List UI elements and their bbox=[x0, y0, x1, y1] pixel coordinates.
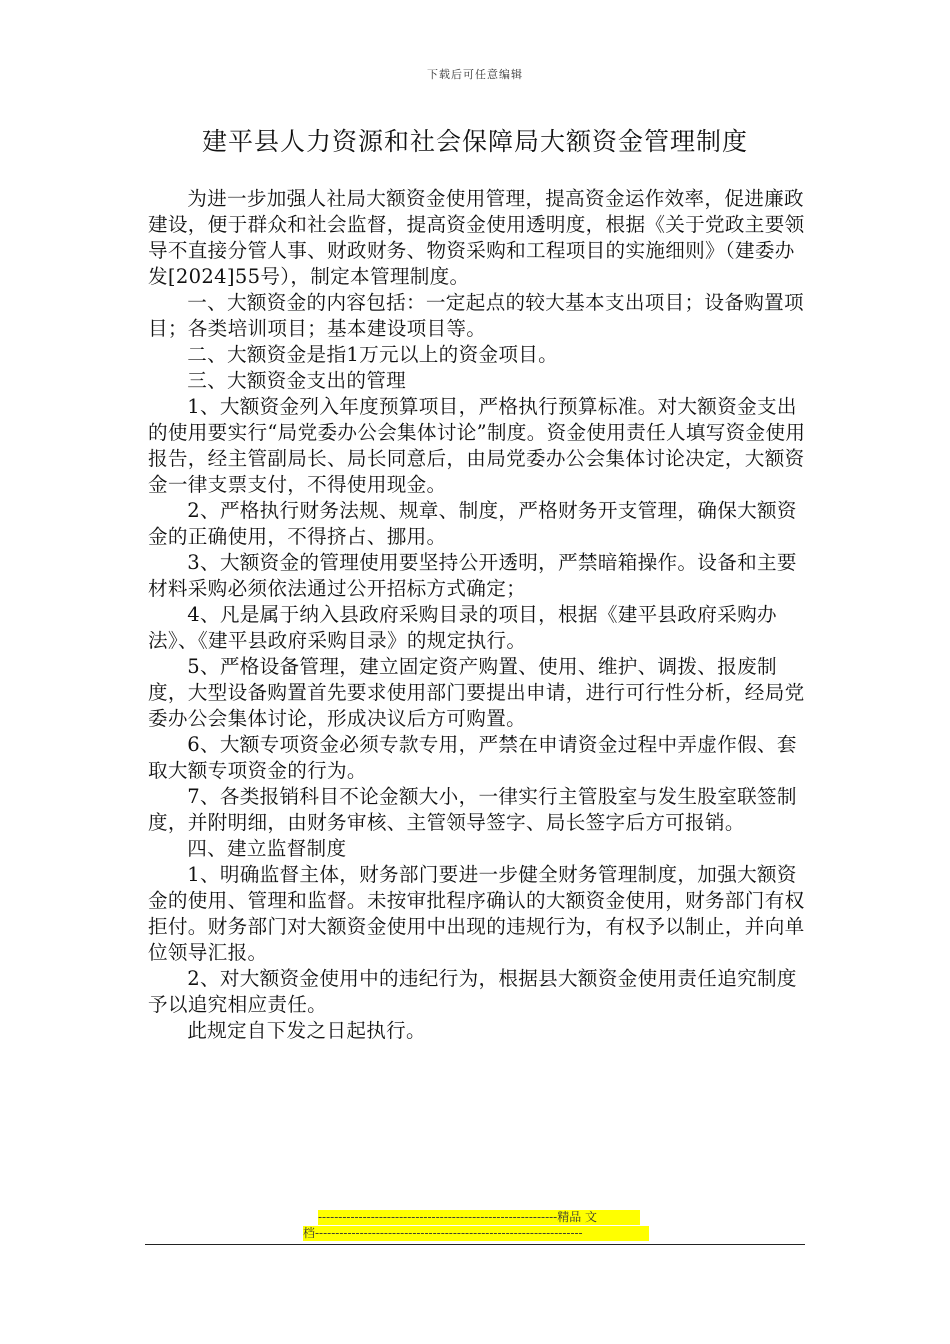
paragraph-intro: 为进一步加强人社局大额资金使用管理，提高资金运作效率，促进廉政建设，便于群众和社会监督，提高资金使用透明度，根据《关于党政主要领导不直接分管人事、财政财务、物资采购和工程项目的实施细则》（建委办发[2024]55号），制定本管理制度。 bbox=[148, 187, 805, 288]
paragraph-item: 2、严格执行财务法规、规章、制度，严格财务开支管理，确保大额资金的正确使用，不得挤占、挪用。 bbox=[148, 499, 797, 548]
document-body bbox=[148, 186, 812, 1044]
footer-divider bbox=[145, 1244, 805, 1245]
paragraph-closing: 此规定自下发之日起执行。 bbox=[187, 1019, 426, 1042]
header-note: 下载后可任意编辑 bbox=[427, 68, 523, 81]
paragraph-item: 4、凡是属于纳入县政府采购目录的项目，根据《建平县政府采购办法》、《建平县政府采购目录》的规定执行。 bbox=[148, 603, 777, 652]
paragraph-section-3-heading: 三、大额资金支出的管理 bbox=[187, 369, 407, 392]
paragraph-item: 3、大额资金的管理使用要坚持公开透明，严禁暗箱操作。设备和主要材料采购必须依法通过公开招标方式确定； bbox=[148, 551, 797, 600]
paragraph-item: 1、明确监督主体，财务部门要进一步健全财务管理制度，加强大额资金的使用、管理和监督。未按审批程序确认的大额资金使用，财务部门有权拒付。财务部门对大额资金使用中出现的违规行为，有权予以制止，并向单位领导汇报。 bbox=[148, 863, 805, 964]
paragraph-item: 7、各类报销科目不论金额大小，一律实行主管股室与发生股室联签制度，并附明细，由财务审核、主管领导签字、局长签字后方可报销。 bbox=[148, 785, 797, 834]
document-title: 建平县人力资源和社会保障局大额资金管理制度 bbox=[201, 127, 748, 156]
paragraph-item: 1、大额资金列入年度预算项目，严格执行预算标准。对大额资金支出的使用要实行“局党委办公会集体讨论”制度。资金使用责任人填写资金使用报告，经主管副局长、局长同意后，由局党委办公会集体讨论决定，大额资金一律支票支付，不得使用现金。 bbox=[148, 395, 806, 496]
footer-banner-line-2: 档------------------------------------------------------------------ bbox=[303, 1226, 649, 1241]
paragraph-section-2: 二、大额资金是指1万元以上的资金项目。 bbox=[187, 343, 559, 366]
paragraph-section-1: 一、大额资金的内容包括：一定起点的较大基本支出项目；设备购置项目；各类培训项目；基本建设项目等。 bbox=[148, 291, 804, 340]
paragraph-item: 6、大额专项资金必须专款专用，严禁在申请资金过程中弄虚作假、套取大额专项资金的行为。 bbox=[148, 733, 797, 782]
paragraph-section-4-heading: 四、建立监督制度 bbox=[187, 837, 347, 860]
paragraph-item: 2、对大额资金使用中的违纪行为，根据县大额资金使用责任追究制度予以追究相应责任。 bbox=[148, 967, 797, 1016]
paragraph-item: 5、严格设备管理，建立固定资产购置、使用、维护、调拨、报废制度，大型设备购置首先要求使用部门要提出申请，进行可行性分析，经局党委办公会集体讨论，形成决议后方可购置。 bbox=[148, 655, 805, 730]
footer-banner-line-1: -----------------------------------------------------------精品 文 bbox=[318, 1210, 640, 1225]
